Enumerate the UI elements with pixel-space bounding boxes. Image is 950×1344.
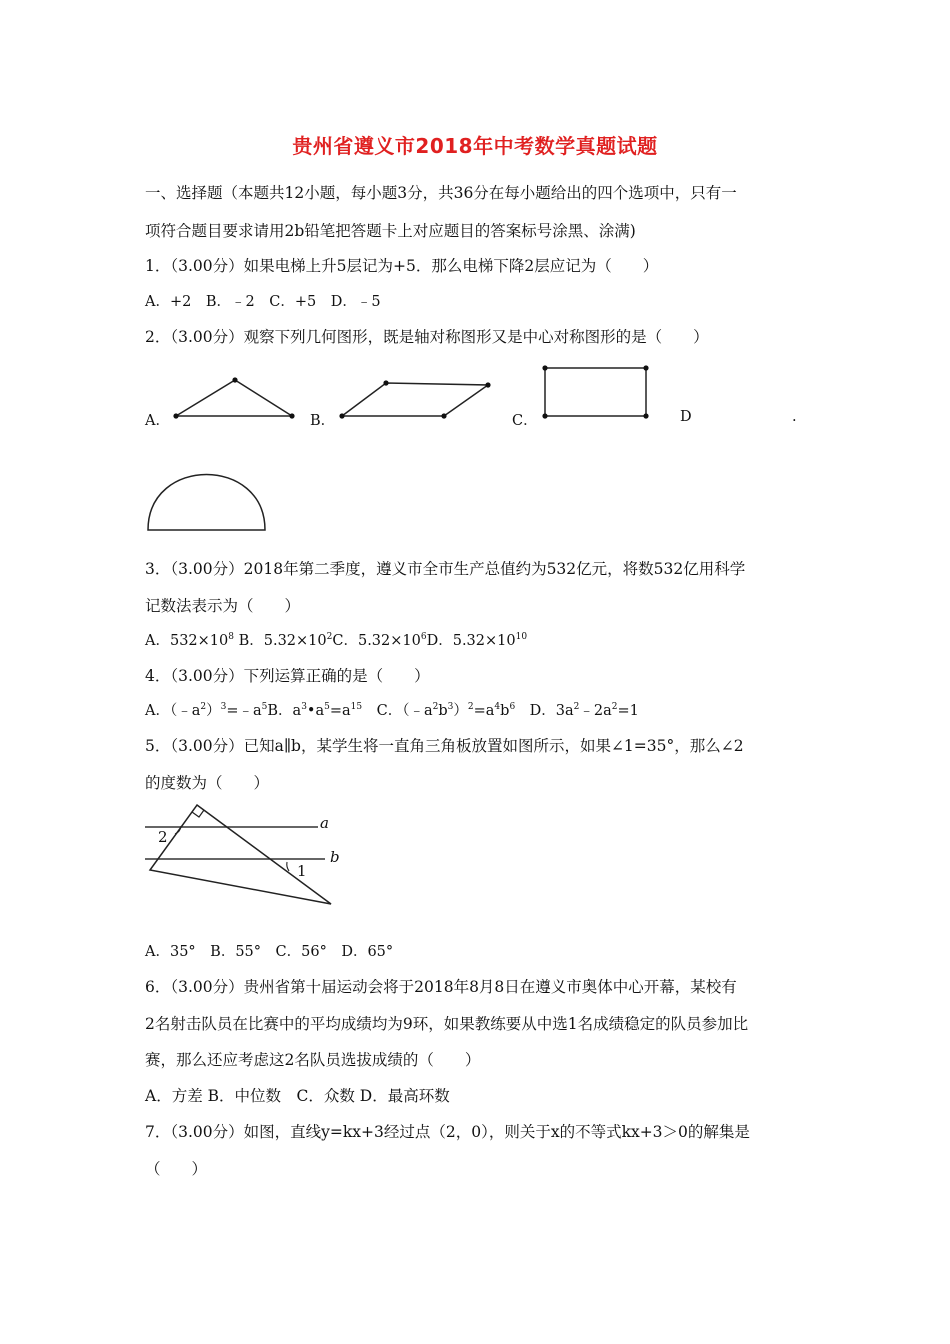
page-title: 贵州省遵义市2018年中考数学真题试题 (292, 134, 658, 158)
angle-1-arc (287, 862, 289, 871)
q2-label-b: B． (310, 413, 336, 429)
section-heading-line1: 一、选择题（本题共12小题，每小题3分，共36分在每小题给出的四个选项中，只有一 (145, 184, 737, 202)
q5-stem-line2: 的度数为（ ） (145, 774, 270, 792)
q2-label-a: A． (145, 413, 170, 429)
q5-stem-line1: 5．（3.00分）已知a∥b，某学生将一直角三角板放置如图所示，如果∠1=35°，那么∠2 (145, 737, 744, 755)
q1-stem: 1．（3.00分）如果电梯上升5层记为+5．那么电梯下降2层应记为（ ） (145, 257, 659, 275)
q6-stem-line2: 2名射击队员在比赛中的平均成绩均为9环，如果教练要从中选1名成绩稳定的队员参加比 (145, 1015, 749, 1033)
section-heading-line2: 项符合题目要求请用2b铅笔把答题卡上对应题目的答案标号涂黑、涂满) (145, 222, 636, 240)
q5-label-2: 2 (158, 828, 168, 846)
q3-options: A．$532\times 10^8$ B．$5.32\times 10^2C$．$5.32\times 10^6D$．$5.32\times 10^{10}$ (145, 632, 528, 649)
q4-stem: 4．（3.00分）下列运算正确的是（ ） (145, 667, 430, 685)
q4-options: A．$(﹣a^2)^3=﹣a^5B$．$a^3•a^5=a^{15}$ C．$(﹣a^2b^3)^2=a^4b^6$ D．$3a^2﹣2a^2=1$ (145, 702, 639, 719)
q3-stem-line2: 记数法表示为（ ） (145, 597, 301, 615)
q5-label-1: 1 (297, 862, 307, 880)
q6-stem-line1: 6．（3.00分）贵州省第十届运动会将于2018年8月8日在遵义市奥体中心开幕，某校有 (145, 978, 737, 996)
q2-label-c: C． (512, 413, 538, 429)
q1-options: A．+2 B．﹣2 C．+5 D．﹣5 (145, 294, 381, 310)
q7-stem-line1: 7．（3.00分）如图，直线y=kx+3经过点（2，0），则关于x的不等式kx+3＞0的解集是 (145, 1123, 750, 1141)
q6-options: A．方差 B．中位数 C．众数 D．最高环数 (145, 1087, 450, 1105)
q5-options: A．35° B．55° C．56° D．65° (145, 944, 394, 960)
q6-stem-line3: 赛，那么还应考虑这2名队员选拔成绩的（ ） (145, 1051, 481, 1069)
set-square (150, 805, 331, 904)
q5-label-b: b (330, 848, 340, 866)
q5-label-a: a (320, 814, 329, 832)
q2-label-dot: . (792, 409, 797, 425)
right-angle-mark (192, 810, 204, 817)
q3-stem-line1: 3．（3.00分）2018年第二季度，遵义市全市生产总值约为532亿元，将数532亿用科学 (145, 560, 746, 578)
q2-label-d: D (680, 409, 692, 425)
q7-stem-line2: （ ） (145, 1160, 208, 1178)
q2-stem: 2．（3.00分）观察下列几何图形，既是轴对称图形又是中心对称图形的是（ ） (145, 328, 709, 346)
